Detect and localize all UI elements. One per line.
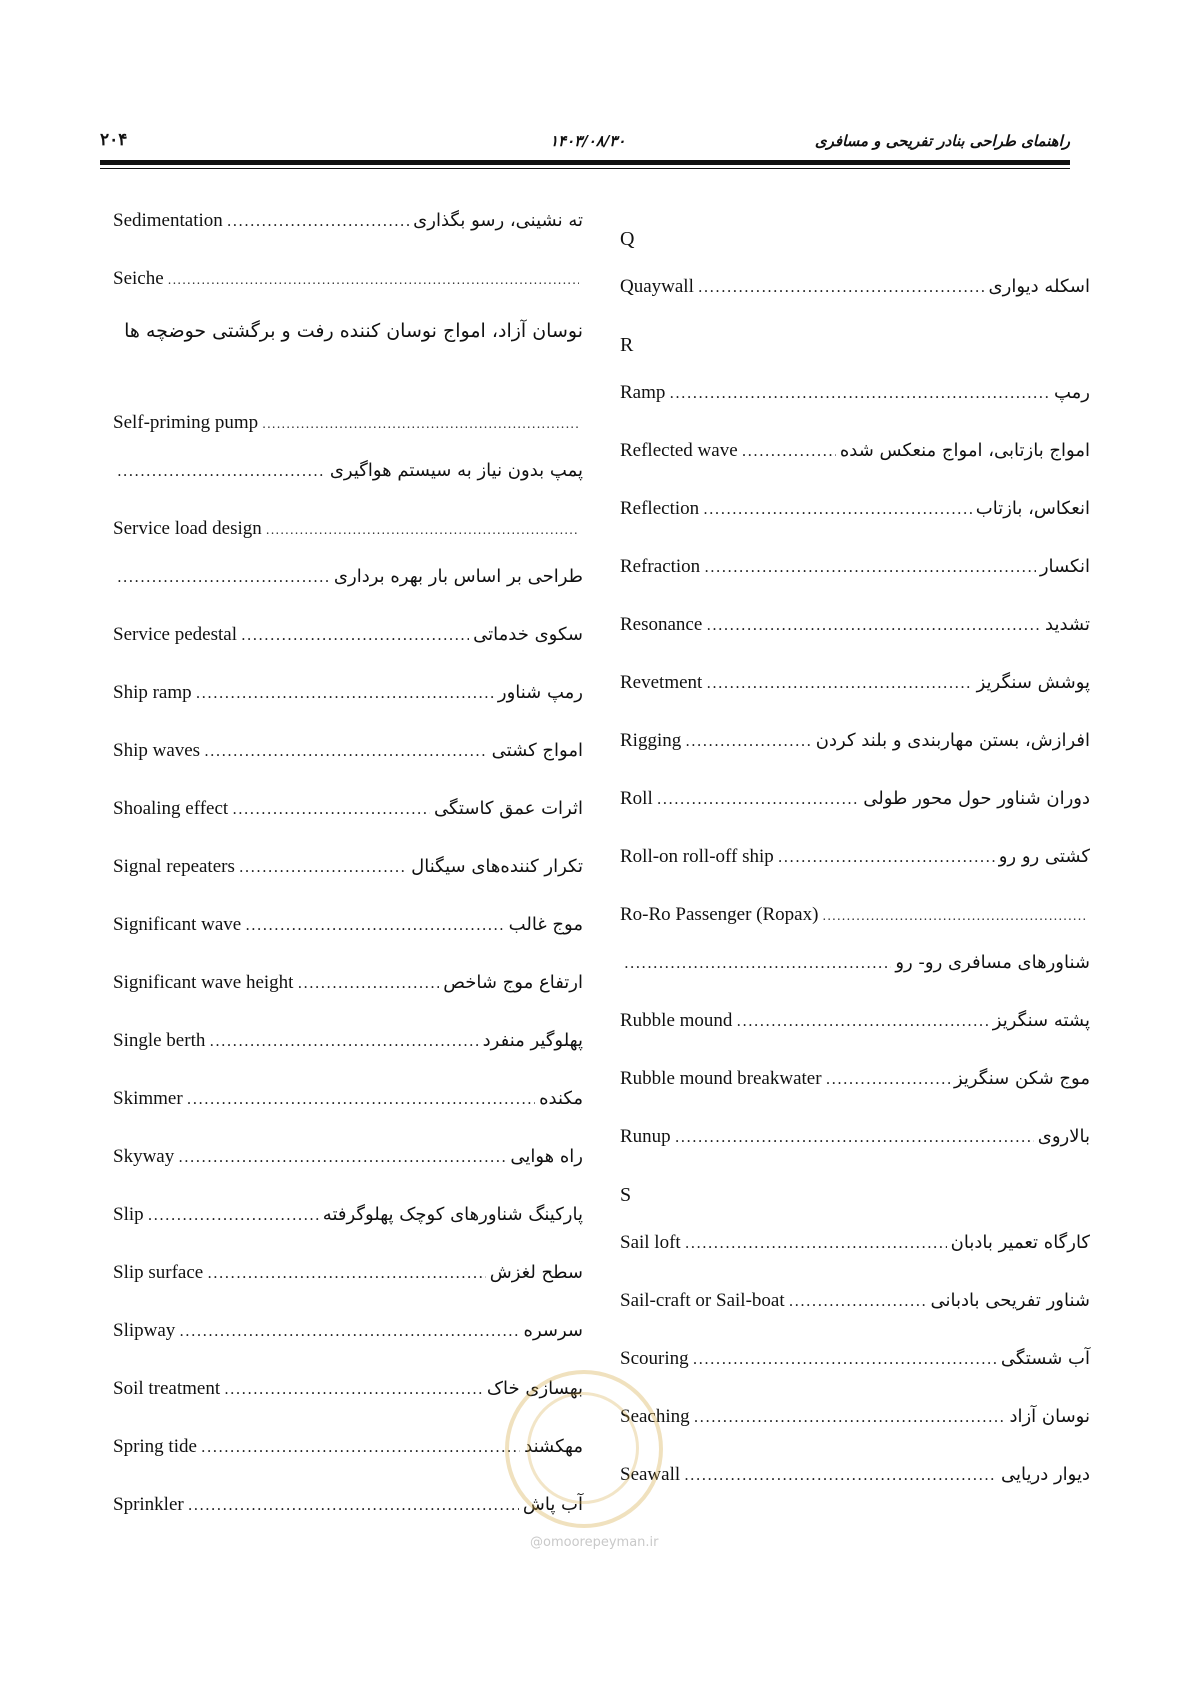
glossary-entry [113, 624, 583, 682]
leader-dots [168, 273, 579, 287]
leader-dots [224, 1380, 483, 1398]
term-en: Roll [620, 788, 653, 809]
term-fa: موج غالب [508, 914, 583, 935]
leader-dots [826, 1070, 950, 1088]
leader-dots [187, 1090, 535, 1108]
term-fa: شناور تفریحی بادبانی [930, 1290, 1090, 1311]
glossary-entry [620, 904, 1090, 952]
leader-dots [706, 674, 972, 692]
term-en: Scouring [620, 1348, 689, 1369]
term-en: Rubble mound [620, 1010, 733, 1031]
watermark-seal [505, 1370, 663, 1528]
page-header [100, 128, 1070, 158]
leader-dots [703, 500, 972, 518]
leader-dots [117, 462, 326, 480]
term-fa: افرازش، بستن مهاربندی و بلند کردن [815, 730, 1090, 751]
leader-dots [266, 523, 579, 537]
term-fa: اسکله دیواری [988, 276, 1090, 297]
term-en: Sail loft [620, 1232, 681, 1253]
header-rule-thin [100, 168, 1070, 169]
leader-dots [704, 558, 1036, 576]
term-fa: کارگاه تعمیر بادبان [950, 1232, 1090, 1253]
leader-dots [778, 848, 995, 866]
glossary-entry [113, 740, 583, 798]
term-fa: پشته سنگریز [992, 1010, 1090, 1031]
glossary-entry [620, 672, 1090, 730]
leader-dots [241, 626, 469, 644]
term-en: Quaywall [620, 276, 694, 297]
glossary-entry [113, 1262, 583, 1320]
term-en: Slip surface [113, 1262, 204, 1283]
glossary-entry [113, 1204, 583, 1262]
glossary-entry [113, 972, 583, 1030]
term-fa: موج شکن سنگریز [953, 1068, 1090, 1089]
leader-dots [196, 684, 494, 702]
leader-dots [694, 1408, 1006, 1426]
header-date: ۱۴۰۳/۰۸/۳۰ [550, 132, 626, 150]
term-fa: پارکینگ شناورهای کوچک پهلوگرفته [322, 1204, 583, 1225]
term-en: Service load design [113, 518, 262, 539]
glossary-entry [113, 210, 583, 268]
term-en: Seawall [620, 1464, 681, 1485]
leader-dots [178, 1148, 506, 1166]
leader-dots [693, 1350, 997, 1368]
leader-dots [624, 954, 891, 972]
glossary-entry [620, 276, 1090, 334]
term-en: Shoaling effect [113, 798, 229, 819]
leader-dots [239, 858, 407, 876]
leader-dots [201, 1438, 520, 1456]
leader-dots [207, 1264, 486, 1282]
leader-dots [188, 1496, 519, 1514]
header-rule-thick [100, 160, 1070, 165]
term-en: Refraction [620, 556, 701, 577]
leader-dots [179, 1322, 519, 1340]
term-en: Resonance [620, 614, 703, 635]
term-en: Seiche [113, 268, 164, 289]
glossary-entry [113, 518, 583, 566]
leader-dots [148, 1206, 319, 1224]
term-fa: بالاروی [1037, 1126, 1090, 1147]
term-fa: سطح لغزش [489, 1262, 583, 1283]
glossary-entry [113, 1146, 583, 1204]
leader-dots [685, 732, 812, 750]
glossary-entry [620, 1068, 1090, 1126]
term-en: Sedimentation [113, 210, 223, 231]
term-fa: انعکاس، بازتاب [975, 498, 1090, 519]
term-en: Sprinkler [113, 1494, 184, 1515]
leader-dots [669, 384, 1050, 402]
header-title: راهنمای طراحی بنادر تفریحی و مسافری [814, 132, 1070, 150]
term-fa: ارتفاع موج شاخص [443, 972, 583, 993]
term-en: Sail-craft or Sail-boat [620, 1290, 785, 1311]
term-fa: دیوار دریایی [1001, 1464, 1090, 1485]
term-fa: پهلوگیر منفرد [482, 1030, 583, 1051]
leader-dots [742, 442, 836, 460]
glossary-entry [113, 1494, 583, 1552]
term-en: Skimmer [113, 1088, 183, 1109]
glossary-entry [113, 914, 583, 972]
glossary-entry [113, 682, 583, 740]
term-en: Slipway [113, 1320, 176, 1341]
watermark-text: @omoorepeyman.ir [530, 1535, 659, 1550]
term-en: Skyway [113, 1146, 175, 1167]
glossary-entry [113, 1030, 583, 1088]
term-en: Revetment [620, 672, 703, 693]
term-en: Reflection [620, 498, 700, 519]
leader-dots [736, 1012, 988, 1030]
term-fa: دوران شناور حول محور طولی [863, 788, 1090, 809]
glossary-entry-continuation [113, 566, 583, 624]
glossary-entry [620, 1290, 1090, 1348]
leader-dots [204, 742, 488, 760]
term-fa: طراحی بر اساس بار بهره برداری [333, 566, 583, 587]
term-fa: راه هوایی [510, 1146, 583, 1167]
term-en: Roll-on roll-off ship [620, 846, 774, 867]
section-letter-s: S [620, 1184, 632, 1206]
term-en: Ro-Ro Passenger (Ropax) [620, 904, 819, 925]
glossary-entry [620, 1010, 1090, 1068]
leader-dots [789, 1292, 927, 1310]
glossary-entry [620, 1464, 1090, 1522]
leader-dots [657, 790, 860, 808]
glossary-entry [620, 1232, 1090, 1290]
leader-dots [227, 212, 409, 230]
leader-dots [262, 417, 579, 431]
term-fa: پوشش سنگریز [976, 672, 1090, 693]
term-fa: آب پاش [522, 1494, 583, 1515]
term-en: Service pedestal [113, 624, 237, 645]
glossary-entry [113, 412, 583, 460]
term-fa: تکرار کننده‌های سیگنال [411, 856, 583, 877]
term-en: Ship ramp [113, 682, 192, 703]
term-en: Signal repeaters [113, 856, 235, 877]
term-fa: انکسار [1039, 556, 1090, 577]
term-en: Significant wave height [113, 972, 294, 993]
term-en: Ramp [620, 382, 666, 403]
leader-dots [822, 909, 1086, 923]
term-fa: مهکشند [524, 1436, 583, 1457]
term-fa: کشتی رو رو [998, 846, 1090, 867]
glossary-entry [620, 1348, 1090, 1406]
glossary-column-s [113, 210, 583, 1552]
glossary-entry [113, 856, 583, 914]
leader-dots [685, 1234, 947, 1252]
term-fa: امواج بازتابی، امواج منعکس شده [839, 440, 1090, 461]
leader-dots [209, 1032, 478, 1050]
term-en: Soil treatment [113, 1378, 221, 1399]
term-en: Single berth [113, 1030, 206, 1051]
term-fa: رمپ [1053, 382, 1090, 403]
glossary-entry-continuation [113, 460, 583, 518]
leader-dots [706, 616, 1041, 634]
leader-dots [245, 916, 504, 934]
term-fa: مکنده [539, 1088, 583, 1109]
glossary-entry [620, 556, 1090, 614]
glossary-entry-continuation [620, 952, 1090, 1010]
leader-dots [117, 568, 330, 586]
term-en: Slip [113, 1204, 144, 1225]
glossary-entry [620, 1126, 1090, 1184]
glossary-entry [620, 846, 1090, 904]
term-fa: رمپ شناور [497, 682, 583, 703]
leader-dots [297, 974, 439, 992]
term-fa: اثرات عمق کاستگی [433, 798, 583, 819]
term-en: Self-priming pump [113, 412, 259, 433]
term-en: Ship waves [113, 740, 201, 761]
term-fa: سرسره [523, 1320, 583, 1341]
term-fa: نوسان آزاد [1009, 1406, 1090, 1427]
glossary-entry [620, 730, 1090, 788]
term-fa: سکوی خدماتی [473, 624, 583, 645]
glossary-entry [620, 614, 1090, 672]
term-en: Rigging [620, 730, 682, 751]
glossary-entry-continuation: نوسان آزاد، امواج نوسان کننده رفت و برگشتی حوضچه ها [124, 320, 583, 342]
term-en: Seaching [620, 1406, 690, 1427]
leader-dots [698, 278, 985, 296]
glossary-entry [620, 382, 1090, 440]
term-en: Reflected wave [620, 440, 738, 461]
term-en: Rubble mound breakwater [620, 1068, 822, 1089]
term-fa: ته نشینی، رسو بگذاری [413, 210, 583, 231]
page-number: ۲۰۴ [100, 130, 128, 150]
term-fa: پمپ بدون نیاز به سیستم هواگیری [329, 460, 583, 481]
term-fa: بهسازی خاک [486, 1378, 583, 1399]
term-fa: امواج کشتی [491, 740, 583, 761]
glossary-entry [113, 268, 583, 312]
glossary-entry [620, 440, 1090, 498]
glossary-entry [113, 798, 583, 856]
section-letter-q: Q [620, 228, 635, 250]
glossary-entry [620, 498, 1090, 556]
leader-dots [675, 1128, 1034, 1146]
glossary-entry [113, 1088, 583, 1146]
term-en: Significant wave [113, 914, 242, 935]
section-letter-r: R [620, 334, 634, 356]
leader-dots [684, 1466, 997, 1484]
glossary-column-q-s [620, 210, 1090, 1522]
glossary-entry [620, 788, 1090, 846]
term-fa: شناورهای مسافری رو- رو [895, 952, 1090, 973]
leader-dots [232, 800, 430, 818]
term-fa: آب شستگی [1000, 1348, 1090, 1369]
term-en: Runup [620, 1126, 671, 1147]
term-en: Spring tide [113, 1436, 197, 1457]
term-fa: تشدید [1045, 614, 1090, 635]
glossary-entry [113, 1320, 583, 1378]
glossary-entry [620, 1406, 1090, 1464]
